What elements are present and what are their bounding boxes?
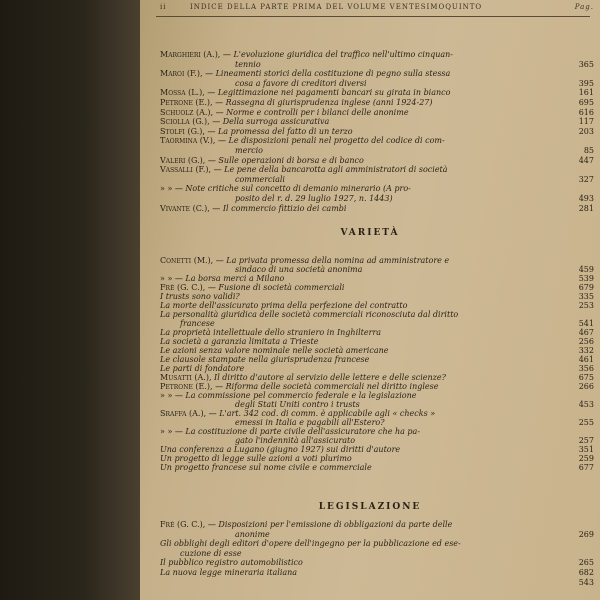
entry-title: — Lineamenti storici della costituzione di pegno sulla stessa [205,69,451,79]
entry-author: Mossa (L.), [160,88,208,98]
index-entry [160,156,590,165]
entry-title-continuation: emessi in Italia e pagabili all'Estero? [235,418,385,427]
entry-author: Frè (G. C.), [160,283,208,292]
entry-author: Frè (G. C.), [160,520,208,529]
entry-title: — Disposizioni per l'emissione di obbligazioni da parte delle [207,520,453,529]
entry-title-continuation: posito del r. d. 29 luglio 1927, n. 1443) [235,194,393,203]
index-entry [160,391,590,400]
entry-author: Taormina (V.), [160,136,218,146]
entry-author: Conetti (M.), [160,256,216,265]
index-entry [160,136,590,145]
entry-title: — La privata promessa della nomina ad amministratore e [215,256,450,265]
entry-author: » » [160,427,175,436]
entry-title: — La commissione pel commercio federale e la legislazione [174,391,417,400]
entry-title: — Rassegna di giurisprudenza inglese (anni 1924-27) [215,98,433,107]
index-entry [160,558,590,567]
entry-title: — Della surroga assicurativa [212,117,330,127]
index-entry [160,165,590,174]
entry-title-continuation: cosa a favore di creditori diversi [235,78,367,88]
entry-title-continuation: anonime [235,529,270,539]
entry-title-continuation: gato l'indennità all'assicurato [235,436,356,445]
entry-title: — Note critiche sul concetto di demanio minerario (A pro- [174,184,411,194]
index-entry [160,445,590,454]
entry-title: — La borsa merci a Milano [174,274,285,283]
entry-author: Stolfi (G.), [160,126,208,136]
entry-author: Sciolla (G.), [160,117,213,127]
entry-title: La proprietà intellettuale dello straniero in Inghilterra [160,328,382,337]
entry-author: Vassalli (F.), [160,165,214,175]
header-title: INDICE DELLA PARTE PRIMA DEL VOLUME VENTESIMOQUINTO [190,3,483,11]
entry-author: Valeri (G.), [160,155,208,165]
index-entry [160,328,590,337]
entry-author: » » [160,274,175,283]
index-entry [160,568,590,577]
index-entry [160,117,590,126]
index-entry [160,346,590,355]
index-entry [160,364,590,373]
index-entry [160,98,590,107]
index-entry [160,409,590,418]
index-entry [160,310,590,319]
index-entry [160,50,590,59]
index-entry [160,204,590,213]
index-entry [160,127,590,136]
section-heading-legislazione: LEGISLAZIONE [318,502,422,512]
header-rule [156,16,590,17]
entry-author: Marghieri (A.), [160,50,223,59]
entry-author: Maroi (F.), [160,69,206,79]
entry-author: Schuolz (A.), [160,107,216,117]
entry-title: — Sulle operazioni di borsa e di banco [207,155,364,165]
index-entry [160,382,590,391]
index-entry [160,539,590,548]
entry-title: — Norme e controlli per i bilanci delle anonime [215,107,409,117]
index-entry [160,274,590,283]
index-entry [160,69,590,78]
entry-title: — Le pene della bancarotta agli amministratori di società [213,165,448,175]
index-entry [160,337,590,346]
index-entry [160,256,590,265]
entry-title: Il pubblico registro automobilistico [160,558,303,568]
entry-title-continuation: francese [180,319,215,328]
entry-title: — Legittimazione nei pagamenti bancari su girata in bianco [207,88,451,98]
running-header [160,0,600,14]
pag-label: Pag. [574,3,594,11]
entry-author: » » [160,391,175,400]
entry-title: Una conferenza a Lugano (giugno 1927) sui diritti d'autore [160,445,401,454]
page-number: ii [160,3,167,11]
index-entry [160,88,590,97]
entry-title: Le clausole stampate nella giurisprudenza francese [160,355,370,364]
index-entry [160,520,590,529]
entry-title: — Le disposizioni penali nel progetto del codice di com- [218,136,445,146]
entry-title: Gli obblighi degli editori d'opere dell'ingegno per la pubblicazione ed ese- [160,539,461,549]
entry-title: La morte dell'assicurato prima della perfezione del contratto [160,301,408,310]
entry-title: La società a garanzia limitata a Trieste [160,337,319,346]
entry-title: Le parti di fondatore [160,364,245,373]
entry-title: Le azioni senza valore nominale nelle società americane [160,346,389,355]
entry-author: Petrone (E.), [160,382,216,391]
index-entry [160,108,590,117]
entry-title: — La costituzione di parte civile dell'assicuratore che ha pa- [174,427,421,436]
entry-title: Un progetto di legge sulle azioni a voti plurimo [160,454,352,463]
entry-title-continuation: tennio [235,59,261,69]
index-entry [160,427,590,436]
entry-title-continuation: mercio [235,146,263,155]
index-entry [160,373,590,382]
entry-title: La nuova legge mineraria italiana [160,568,298,577]
book-page: ii INDICE DELLA PARTE PRIMA DEL VOLUME VENTESIMOQUINTO Pag. Marghieri (A.), — L'evoluzione giuridica del traffico nell'ultimo cinquan- tennio 365 Maroi (F.), — Lineamenti storici della costituzione di pegno sulla stessa cosa a favore di creditori diversi 395 Mossa (L.), — Legittimazione nei pagamenti bancari su girata in bianco 161 Petrone (E.), — Rassegna di giurisprudenza inglese (anni 1924-27) 695 Schuolz (A.), — Norme e controlli per i bilanci delle anonime 616 Sciolla (G.), — Della surroga assicurativa 117 Stolfi (G.), — La promessa del fatto di un terzo 203 Taormina (V.), — Le disposizioni penali nel progetto del codice di com- mercio 85 Valeri (G.), — Sulle operazioni di borsa e di banco 447 Vassalli (F.), — Le pene della bancarotta agli amministratori di società commerciali 327 » » — Note critiche sul concetto di demanio minerario (A pro- posito del r. d. 29 luglio 1927, n. 1443) 493 Vivante (C.), — Il commercio fittizio dei cambi 281 VARIETÀ Conetti (M.), — La privata promessa della nomina ad amministratore e sindaco di una società anonima 459 » » — La borsa merci a Milano 539 Frè (G. C.), — Fusione di società commerciali 679 I trusts sono validi? 335 La morte dell'assicurato prima della perfezione del contratto 253 La personalità giuridica delle società commerciali riconosciuta dal diritto francese 541 La proprietà intellettuale dello straniero in Inghilterra 467 La società a garanzia limitata a Trieste 256 Le azioni senza valore nominale nelle società americane 332 Le clausole stampate nella giurisprudenza francese 461 Le parti di fondatore 356 Musatti (A.), Il diritto d'autore al servizio delle lettere e delle scienze? 675 Petrone (E.), — Riforma delle società commerciali nel diritto inglese 266 » » — La commissione pel commercio federale e la legislazione degli Stati Uniti contro i trusts 453 Sraffa (A.), — L'art. 342 cod. di comm. è applicabile agli « checks » emessi in Italia e pagabili all'Estero? 255 » » — La costituzione di parte civile dell'assicuratore che ha pa- gato l'indennità all'assicurato 257 Una conferenza a Lugano (giugno 1927) sui diritti d'autore 351 Un progetto di legge sulle azioni a voti plurimo 259 Un progetto francese sul nome civile e commerciale 677 LEGISLAZIONE Frè (G. C.), — Disposizioni per l'emissione di obbligazioni da parte delle anonime 269 Gli obblighi degli editori d'opere dell'ingegno per la pubblicazione ed ese- cuzione di esse Il pubblico registro automobilistico 265 La nuova legge mineraria italiana 682 543 [140,0,600,600]
entry-title: — Il commercio fittizio dei cambi [212,203,347,213]
entry-title-continuation: degli Stati Uniti contro i trusts [235,400,360,409]
entry-author: Musatti (A.), [160,373,215,382]
entry-title: I trusts sono validi? [160,292,240,301]
index-entry [160,292,590,301]
index-entry [160,301,590,310]
index-entry [160,355,590,364]
entry-title: Il diritto d'autore al servizio delle lettere e delle scienze? [214,373,446,382]
entry-title-continuation: cuzione di esse [180,548,242,558]
entry-author: Vivante (C.), [160,203,213,213]
entry-title: — Riforma delle società commerciali nel diritto inglese [215,382,439,391]
index-entry [160,454,590,463]
book-binding-shadow [0,0,140,600]
entry-title: — L'art. 342 cod. di comm. è applicabile agli « checks » [208,409,436,418]
index-entry [160,463,590,472]
entry-title: Un progetto francese sul nome civile e commerciale [160,463,372,472]
index-entry [160,184,590,193]
entry-title: — La promessa del fatto di un terzo [207,126,353,136]
entry-title: — Fusione di società commerciali [207,283,345,292]
entry-title-continuation: commerciali [235,174,285,184]
entry-title-continuation: sindaco di una società anonima [235,265,363,274]
entry-author: Sraffa (A.), [160,409,209,418]
entry-author: » » [160,184,175,194]
section-heading-varieta: VARIETÀ [340,228,400,238]
entry-title: La personalità giuridica delle società commerciali riconosciuta dal diritto [160,310,459,319]
entry-author: Petrone (E.), [160,98,216,107]
index-entry [160,283,590,292]
entry-title: — L'evoluzione giuridica del traffico nell'ultimo cinquan- [222,50,454,59]
